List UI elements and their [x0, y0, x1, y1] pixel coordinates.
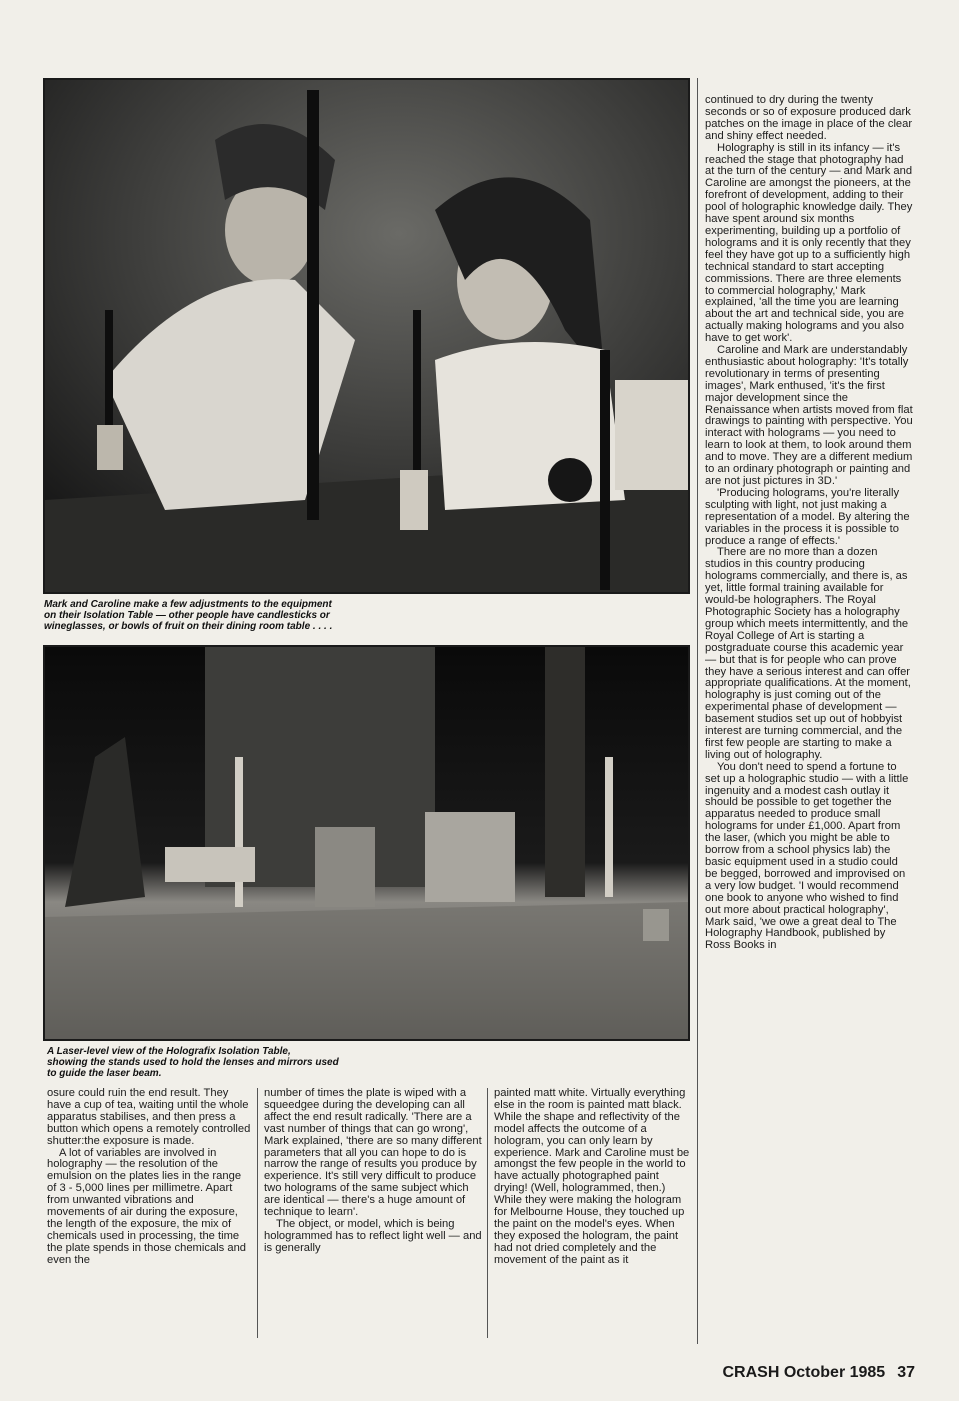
photo-caption-top — [44, 599, 444, 632]
photo-illustration — [45, 647, 688, 1039]
photo-caption-bottom — [47, 1046, 407, 1079]
caption-line: on their Isolation Table — other people have candlesticks or — [44, 610, 330, 621]
page-number: 37 — [897, 1364, 915, 1381]
caption-line: Mark and Caroline make a few adjustments to the equipment — [44, 599, 332, 610]
caption-line: wineglasses, or bowls of fruit on their dining room table . . . . — [44, 621, 333, 632]
paragraph: number of times the plate is wiped with a squeedgee during the developing can all affect the end result radically. 'There are a vast number of things that can go wrong', Mark explained, 'there are so many different parameters that all you can hope to do is narrow the range of results you produce by experience. It's still very difficult to produce two holograms of the same subject which are identical — there's a huge amount of technique to learn'. — [264, 1088, 482, 1219]
article-column-bottom-2 — [264, 1088, 482, 1338]
page-footer — [722, 1364, 915, 1382]
paragraph: There are no more than a dozen studios in this country producing holograms commercially, and there is, as yet, little formal training available for would-be holographers. The Royal Photographic Society has a holography group which meets intermittently, and the Royal College of Art is starting a postgraduate course this academic year — but that is for people who can prove they have a serious interest and can offer appropriate qualifications. At the moment, holography is just coming out of the experimental phase of development — basement studios set up out of hobbyist interest are turning commercial, and the first few people are starting to make a living out of holography. — [705, 546, 911, 761]
photo-isolation-table-people — [43, 78, 690, 594]
paragraph: You don't need to spend a fortune to set up a holographic studio — with a little ingenuity and a modest cash outlay it should be possible to get together the apparatus needed to produce small holograms for under £1,000. Apart from the laser, (which you might be able to borrow from a school physics lab) the basic equipment used in a studio could be begged, borrowed and improvised on a very low budget. 'I would recommend one book to anyone who wished to find out more about practical holography', Mark said, 'we owe a great deal to The Holography Handbook, published by Ross Books in — [705, 760, 909, 952]
paragraph: painted matt white. Virtually everything else in the room is painted matt black. While the shape and reflectivity of the model affects the outcome of a hologram, you can only learn by experience. Mark and Caroline must be amongst the few people in the world to have actually photographed paint drying! (Well, hologrammed, then.) While they were making the hologram for Melbourne House, they touched up the paint on the model's eyes. When they exposed the hologram, the paint had not dried completely and the movement of the paint as it — [494, 1088, 690, 1266]
photo-illustration — [45, 80, 688, 592]
magazine-issue: CRASH October 1985 — [722, 1364, 886, 1381]
caption-line: A Laser-level view of the Holografix Isolation Table, — [47, 1046, 291, 1057]
paragraph: osure could ruin the end result. They have a cup of tea, waiting until the whole apparatus stabilises, and then press a button which opens a remotely controlled shutter:the exposure is made. — [47, 1088, 251, 1147]
paragraph: 'Producing holograms, you're literally sculpting with light, not just making a representation of a model. By altering the variables in the process it is possible to produce a range of effects.' — [705, 486, 910, 547]
article-column-right — [705, 95, 913, 1350]
column-divider — [487, 1088, 488, 1338]
paragraph: The object, or model, which is being hologrammed has to reflect light well — and is generally — [264, 1217, 482, 1254]
article-column-bottom-1 — [47, 1088, 252, 1338]
caption-line: showing the stands used to hold the lenses and mirrors used — [47, 1057, 339, 1068]
caption-line: to guide the laser beam. — [47, 1068, 162, 1079]
column-divider — [257, 1088, 258, 1338]
column-divider — [697, 78, 698, 1344]
paragraph: continued to dry during the twenty seconds or so of exposure produced dark patches on the image in place of the clear and shiny effect needed. — [705, 95, 913, 142]
paragraph: A lot of variables are involved in holography — the resolution of the emulsion on the plates lies in the range of 3 - 5,000 lines per millimetre. Apart from unwanted vibrations and movements of air during the exposure, the length of the exposure, the mix of chemicals used in processing, the time the plate spends in those chemicals and even the — [47, 1146, 247, 1266]
article-column-bottom-3 — [494, 1088, 694, 1338]
paragraph: Caroline and Mark are understandably enthusiastic about holography: 'It's totally revolutionary in terms of presenting images', Mark enthused, 'it's the first major development since the Renaissance when artists moved from flat drawings to painting with perspective. You interact with holograms — you need to learn to look at them, to look around them and to move. They are a different medium to an ordinary photograph or painting and are not just pictures in 3D.' — [705, 344, 913, 487]
photo-laser-level-view — [43, 645, 690, 1041]
paragraph: Holography is still in its infancy — it's reached the stage that photography had at the turn of the century — and Mark and Caroline are amongst the pioneers, at the forefront of development, adding to their pool of holographic knowledge daily. They have spent around six months experimenting, building up a portfolio of holograms and it is only recently that they feel they have got up to a sufficiently high technical standard to start accepting commissions. There are three elements to commercial holography,' Mark explained, 'all the time you are learning about the art and technical side, you are actually making holograms and you also have to get work'. — [705, 141, 913, 345]
